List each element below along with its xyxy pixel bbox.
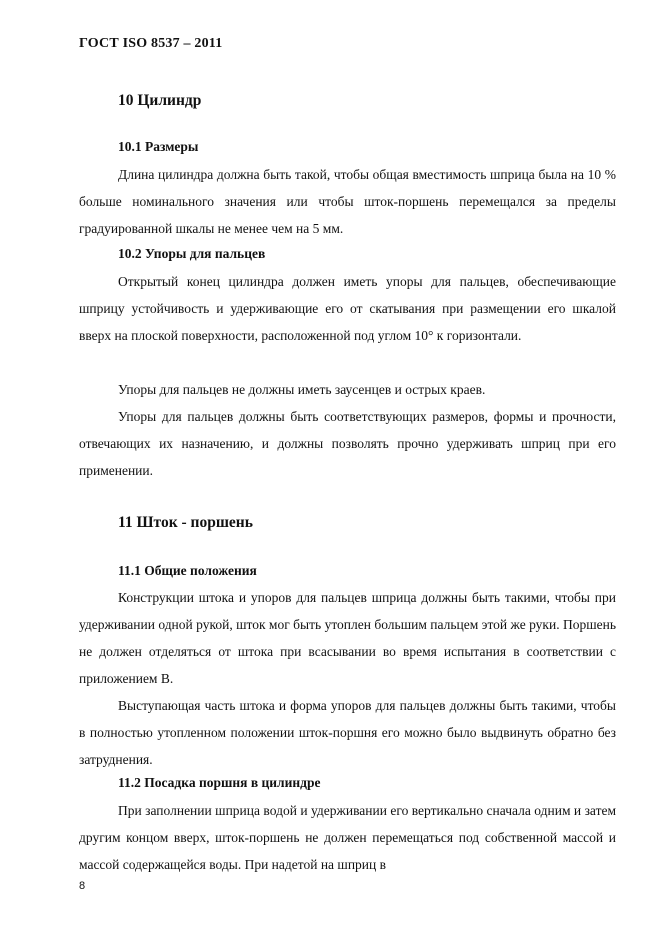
subsection-10-1-title: 10.1 Размеры [118,139,199,154]
paragraph-11-2-1: При заполнении шприца водой и удерживании его вертикально сначала одним и затем другим концом вверх, шток-поршень не должен перемещаться под собственной массой и массой содержащейся воды. При надетой на шприц в [79,803,616,872]
paragraph-10-2-1: Открытый конец цилиндра должен иметь упоры для пальцев, обеспечивающие шприцу устойчивость и удерживающие его от скатывания при размещении его шкалой вверх на плоской поверхности, расположенной под углом 10° к горизонтали. [79,274,616,343]
paragraph-10-2-2: Упоры для пальцев не должны иметь заусенцев и острых краев. [118,382,486,397]
paragraph-11-1-1: Конструкции штока и упоров для пальцев шприца должны быть такими, чтобы при удерживании одной рукой, шток мог быть утоплен большим пальцем этой же руки. Поршень не должен отделяться от штока при всасывании во время испытания в соответствии с приложением В. [79,590,616,686]
section-11-title: 11 Шток - поршень [118,514,253,531]
paragraph-10-2-3: Упоры для пальцев должны быть соответствующих размеров, формы и прочности, отвечающих их назначению, и должны позволять прочно удерживать шприц при его применении. [79,409,616,478]
subsection-11-1-title: 11.1 Общие положения [118,563,257,578]
subsection-10-2-title: 10.2 Упоры для пальцев [118,246,266,261]
document-code-header: ГОСТ ISO 8537 – 2011 [79,36,223,51]
subsection-11-2-title: 11.2 Посадка поршня в цилиндре [118,775,321,790]
page-number: 8 [79,880,86,892]
paragraph-11-1-2: Выступающая часть штока и форма упоров для пальцев должны быть такими, чтобы в полностью утопленном положении шток-поршня его можно было выдвинуть обратно без затруднения. [79,698,616,767]
section-10-title: 10 Цилиндр [118,92,202,109]
paragraph-10-1-1: Длина цилиндра должна быть такой, чтобы общая вместимость шприца была на 10 % больше номинального значения или чтобы шток-поршень перемещался за пределы градуированной шкалы не менее чем на 5 мм. [79,167,616,236]
